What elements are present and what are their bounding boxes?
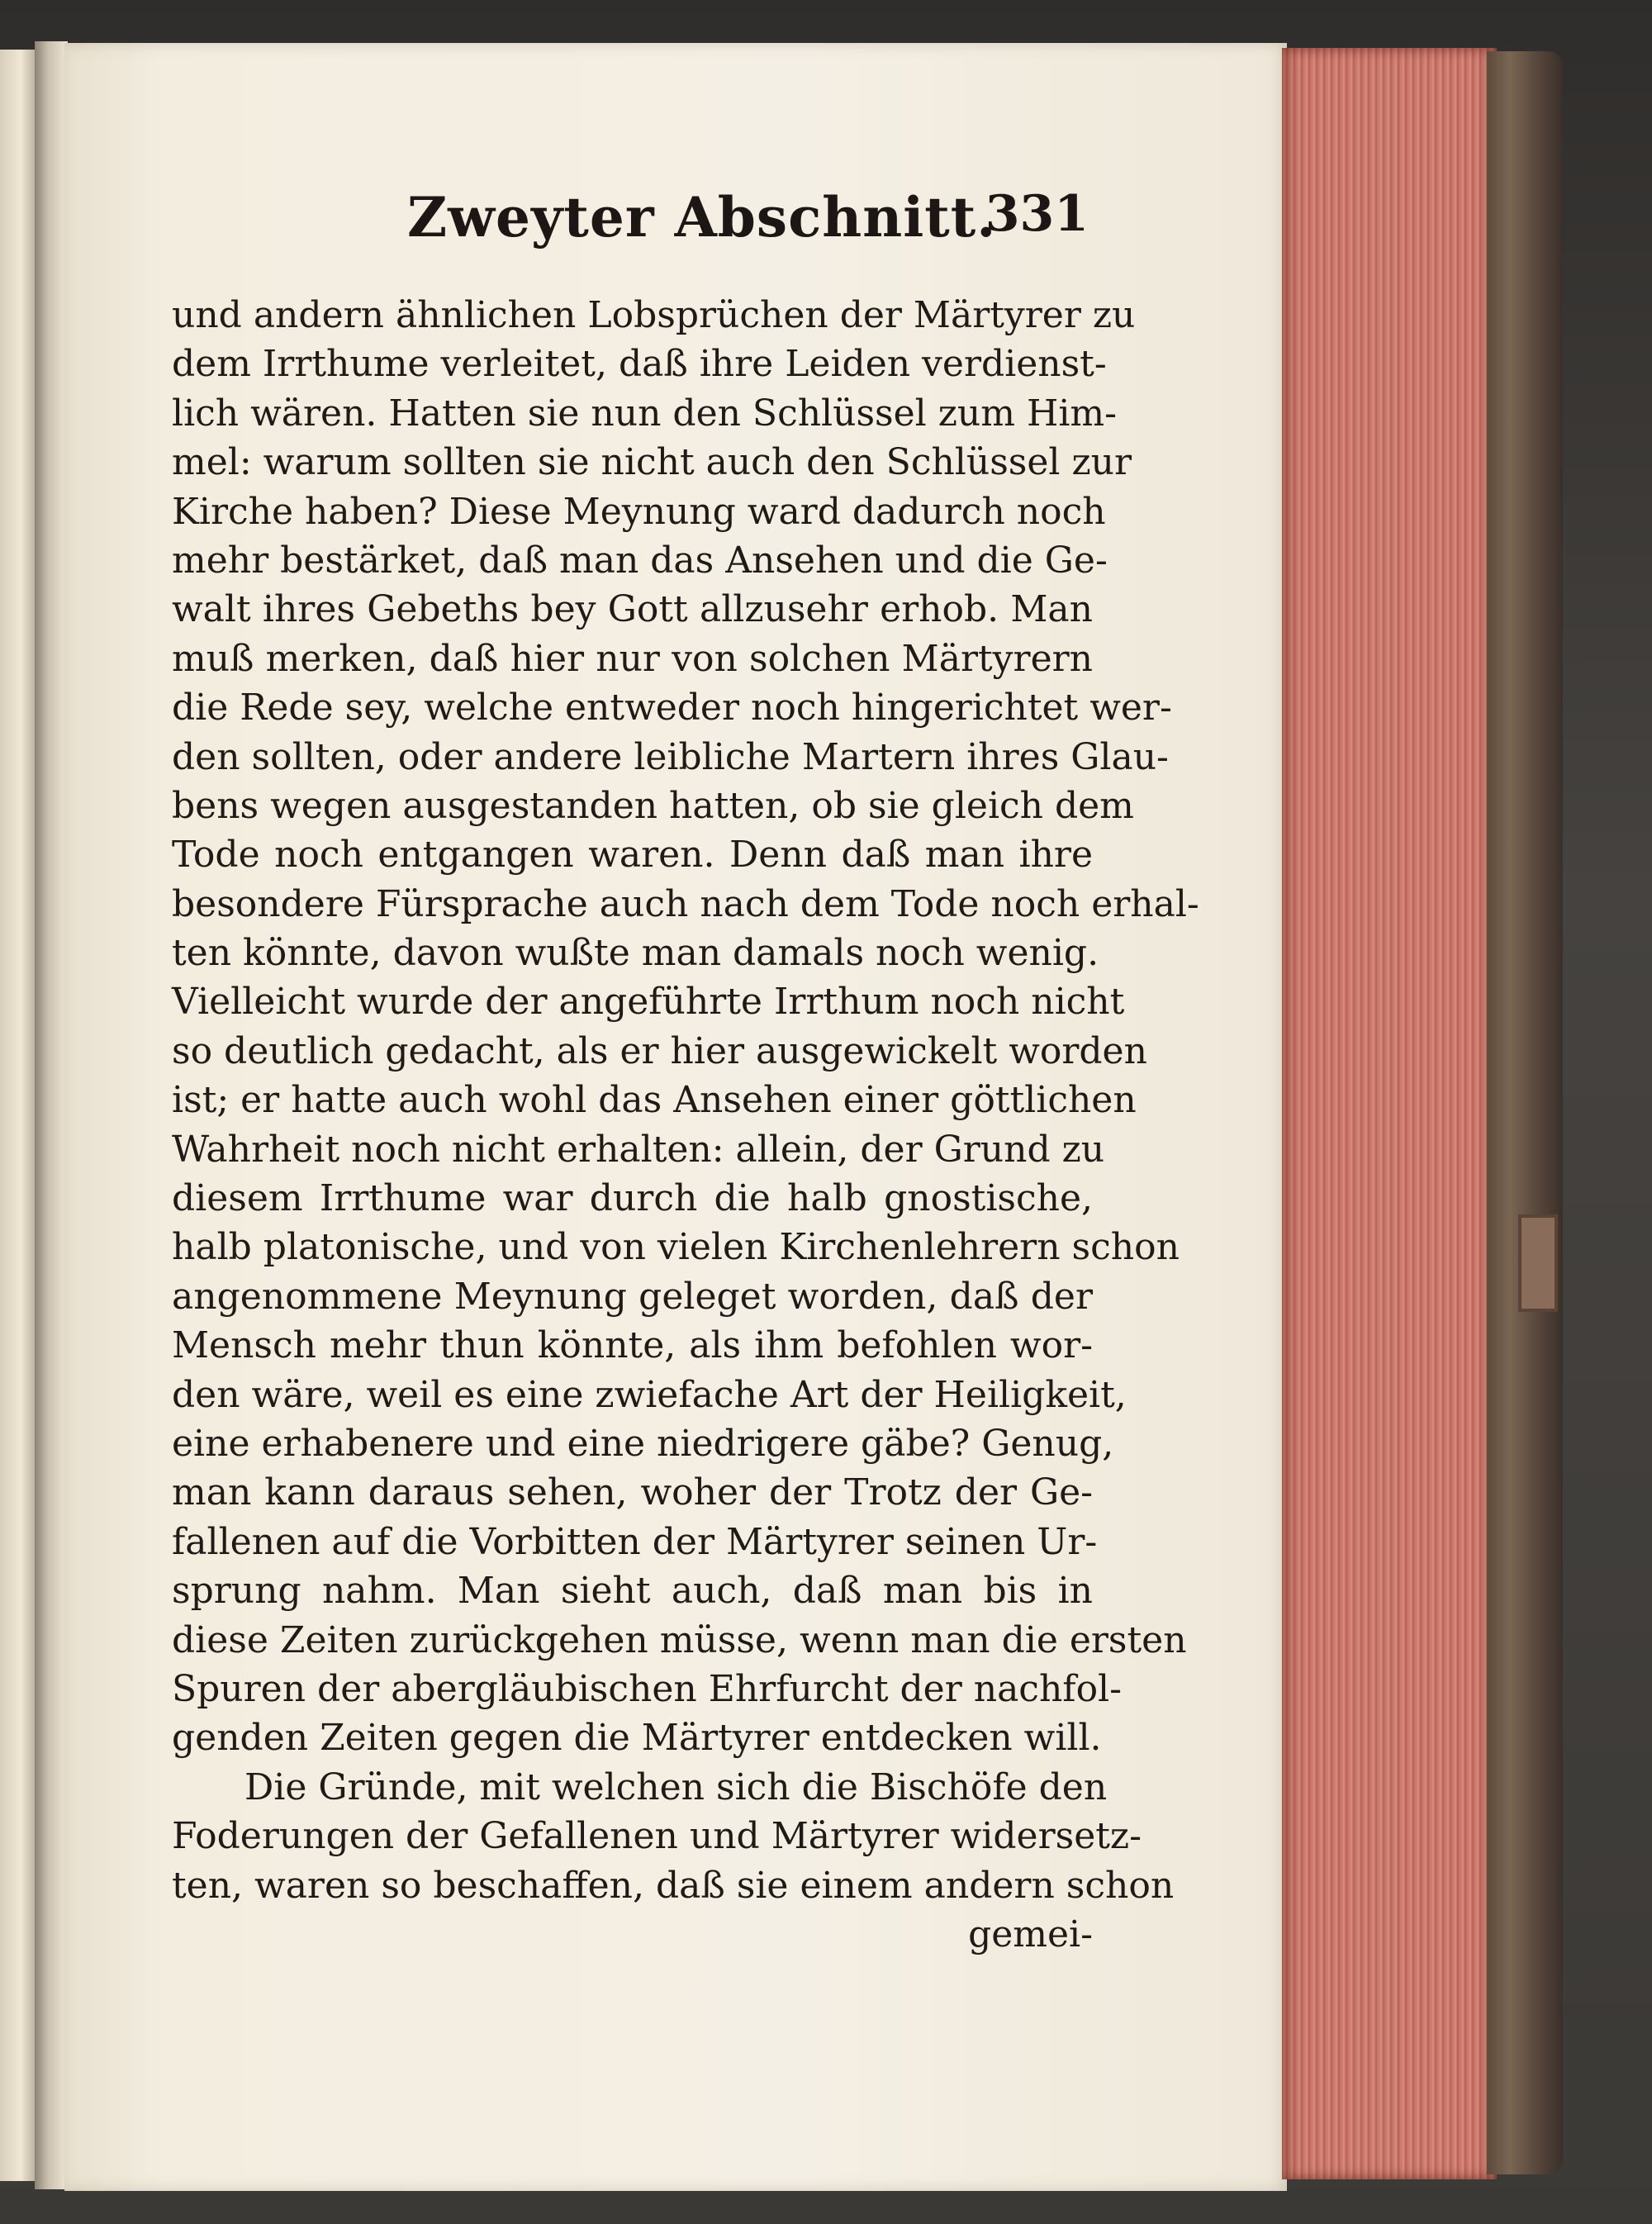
text-line: halb platonische, und von vielen Kirchenlehrern schon [172,1226,1180,1269]
body-text [172,291,1199,1959]
text-line: walt ihres Gebeths bey Gott allzusehr erhob. Man [172,588,1093,631]
text-line: ist; er hatte auch wohl das Ansehen einer göttlichen [172,1079,1137,1122]
text-line: Kirche haben? Diese Meynung ward dadurch noch [172,490,1106,533]
text-line: diese Zeiten zurückgehen müsse, wenn man die ersten [172,1618,1187,1661]
book-page [64,43,1287,2191]
text-line: Spuren der abergläubischen Ehrfurcht der nachfol- [172,1667,1122,1710]
catchword: gemei- [968,1913,1093,1956]
text-line: genden Zeiten gegen die Märtyrer entdecken will. [172,1717,1102,1760]
text-line: Tode noch entgangen waren. Denn daß man ihre [172,834,1093,877]
book-clasp [1518,1214,1558,1312]
text-line: so deutlich gedacht, als er hier ausgewickelt worden [172,1029,1147,1072]
text-line: mel: warum sollten sie nicht auch den Schlüssel zur [172,441,1132,484]
text-line: muß merken, daß hier nur von solchen Märtyrern [172,637,1093,680]
text-line: man kann daraus sehen, woher der Trotz der Ge- [172,1471,1093,1514]
text-line: mehr bestärket, daß man das Ansehen und die Ge- [172,539,1108,582]
page-number: 331 [985,185,1089,243]
text-line: Vielleicht wurde der angeführte Irrthum noch nicht [172,981,1125,1024]
text-line: eine erhabenere und eine niedrigere gäbe? Genug, [172,1422,1114,1465]
book-cover-edge [1487,51,1563,2174]
text-line: Die Gründe, mit welchen sich die Bischöfe den [244,1765,1108,1808]
text-line: diesem Irrthume war durch die halb gnostische, [172,1177,1093,1220]
text-line: fallenen auf die Vorbitten der Märtyrer seinen Ur- [172,1520,1098,1563]
text-line: ten, waren so beschaffen, daß sie einem andern schon [172,1864,1175,1907]
text-line: dem Irrthume verleitet, daß ihre Leiden verdienst- [172,343,1107,386]
text-line: Wahrheit noch nicht erhalten: allein, der Grund zu [172,1128,1105,1171]
text-line: lich wären. Hatten sie nun den Schlüssel zum Him- [172,392,1117,435]
text-line: und andern ähnlichen Lobsprüchen der Märtyrer zu [172,294,1136,336]
text-line: Mensch mehr thun könnte, als ihm befohlen wor- [172,1324,1093,1367]
text-line: besondere Fürsprache auch nach dem Tode noch erhal- [172,882,1199,925]
book-gutter [35,41,68,2189]
text-line: die Rede sey, welche entweder noch hingerichtet wer- [172,687,1172,729]
page-edges-red [1282,48,1497,2179]
running-head: Zweyter Abschnitt. [407,185,997,249]
text-line: angenommene Meynung geleget worden, daß der [172,1275,1093,1318]
text-line: bens wegen ausgestanden hatten, ob sie gleich dem [172,784,1134,827]
text-line: ten könnte, davon wußte man damals noch wenig. [172,932,1099,975]
left-page-edge [0,50,37,2181]
text-line: den wäre, weil es eine zwiefache Art der Heiligkeit, [172,1373,1127,1416]
text-line: sprung nahm. Man sieht auch, daß man bis in [172,1570,1093,1613]
page-header [407,185,1089,259]
text-line: den sollten, oder andere leibliche Martern ihres Glau- [172,735,1169,778]
text-line: Foderungen der Gefallenen und Märtyrer widersetz- [172,1815,1142,1858]
